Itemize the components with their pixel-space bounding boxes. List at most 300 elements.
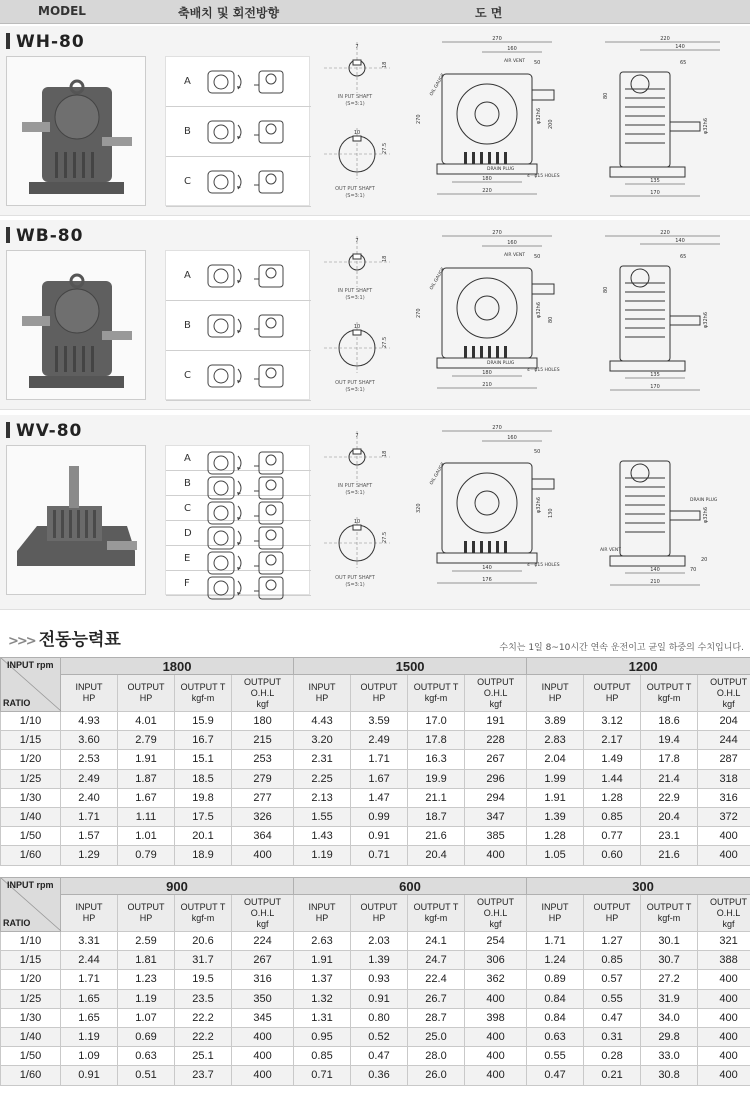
mounting-option [166,251,311,301]
svg-text:200: 200 [548,119,554,129]
svg-text:70: 70 [690,567,697,573]
column-header: OUTPUT HP [118,675,175,712]
value-cell: 1.31 [294,1008,351,1027]
value-cell: 1.28 [584,788,641,807]
svg-text:27.5: 27.5 [382,336,388,348]
svg-text:80: 80 [603,92,609,99]
value-cell: 18.5 [175,769,232,788]
value-cell: 23.1 [641,827,698,846]
value-cell: 23.5 [175,989,232,1008]
value-cell: 18.7 [408,807,465,826]
ratio-cell: 1/60 [1,846,61,865]
value-cell: 1.01 [118,827,175,846]
ratio-cell: 1/50 [1,1047,61,1066]
svg-text:AIR VENT: AIR VENT [600,548,621,553]
side-view-drawing-icon [595,228,735,398]
column-header: OUTPUT HP [584,675,641,712]
value-cell: 4.93 [61,712,118,731]
product-photo [6,250,146,400]
mounting-option-label: A [184,452,191,464]
value-cell: 1.11 [118,807,175,826]
svg-text:φ32h6: φ32h6 [703,117,709,134]
value-cell: 400 [465,1027,527,1046]
svg-text:50: 50 [534,60,541,66]
mounting-option [166,301,311,351]
value-cell: 400 [465,846,527,865]
drawing-header: 도 면 [475,6,503,20]
value-cell: 267 [465,750,527,769]
value-cell: 21.6 [641,846,698,865]
svg-text:270: 270 [416,114,422,124]
value-cell: 1.71 [61,807,118,826]
ratio-cell: 1/15 [1,731,61,750]
product-title: WB-80 [6,226,83,246]
value-cell: 17.5 [175,807,232,826]
svg-text:220: 220 [482,188,492,194]
mounting-panel [165,250,310,400]
svg-text:18: 18 [382,255,388,262]
value-cell: 1.71 [351,750,408,769]
value-cell: 180 [232,712,294,731]
ratio-cell: 1/25 [1,769,61,788]
value-cell: 279 [232,769,294,788]
value-cell: 16.3 [408,750,465,769]
svg-text:160: 160 [507,46,517,52]
rpm-header: 1200 [527,658,750,675]
value-cell: 30.1 [641,932,698,951]
column-header: INPUT HP [294,895,351,932]
value-cell: 0.57 [584,970,641,989]
value-cell: 306 [465,951,527,970]
value-cell: 30.8 [641,1066,698,1085]
value-cell: 204 [698,712,750,731]
svg-text:210: 210 [650,579,660,585]
value-cell: 0.91 [351,827,408,846]
value-cell: 16.7 [175,731,232,750]
value-cell: 19.5 [175,970,232,989]
value-cell: 1.91 [118,750,175,769]
column-header: OUTPUT T kgf-m [175,895,232,932]
mounting-option [166,107,311,157]
value-cell: 3.59 [351,712,408,731]
svg-text:80: 80 [548,316,554,323]
svg-text:OIL GAUGE: OIL GAUGE [429,461,447,486]
column-header: OUTPUT O.H.L kgf [232,675,294,712]
value-cell: 2.17 [584,731,641,750]
side-view [595,34,735,207]
value-cell: 400 [232,1066,294,1085]
table-row [1,827,750,846]
front-view [412,228,572,401]
value-cell: 1.19 [118,989,175,1008]
mounting-option-label: E [184,552,191,564]
mounting-diagram-icon [204,309,299,343]
value-cell: 1.49 [584,750,641,769]
value-cell: 34.0 [641,1008,698,1027]
front-view [412,423,572,596]
svg-text:OIL GAUGE: OIL GAUGE [429,72,447,97]
column-header: OUTPUT O.H.L kgf [698,895,750,932]
svg-text:10: 10 [353,324,361,330]
value-cell: 1.07 [118,1008,175,1027]
value-cell: 0.31 [584,1027,641,1046]
svg-text:φ32h6: φ32h6 [536,107,542,124]
value-cell: 1.09 [61,1047,118,1066]
input-shaft-caption: IN PUT SHAFT (S=3:1) [337,483,373,496]
ratio-cell: 1/50 [1,827,61,846]
value-cell: 1.05 [527,846,584,865]
value-cell: 1.24 [527,951,584,970]
value-cell: 0.47 [351,1047,408,1066]
column-header: INPUT HP [527,675,584,712]
value-cell: 31.9 [641,989,698,1008]
value-cell: 2.63 [294,932,351,951]
svg-text:180: 180 [482,370,492,376]
value-cell: 4.01 [118,712,175,731]
input-shaft-drawing-icon [322,40,392,95]
value-cell: 316 [232,970,294,989]
column-header: OUTPUT T kgf-m [408,675,465,712]
column-header: OUTPUT O.H.L kgf [698,675,750,712]
value-cell: 2.53 [61,750,118,769]
table-note: 수치는 1일 8~10시간 연속 운전이고 균일 하중의 수치입니다. [499,643,744,653]
ratio-cell: 1/40 [1,1027,61,1046]
value-cell: 27.2 [641,970,698,989]
value-cell: 372 [698,807,750,826]
column-header: OUTPUT T kgf-m [175,675,232,712]
value-cell: 20.4 [408,846,465,865]
value-cell: 2.49 [61,769,118,788]
svg-text:DRAIN PLUG: DRAIN PLUG [487,167,515,172]
input-shaft-caption: IN PUT SHAFT (S=3:1) [337,288,373,301]
mounting-diagram-icon [204,571,299,605]
value-cell: 0.71 [351,846,408,865]
mounting-option-label: B [184,477,191,489]
value-cell: 400 [698,846,750,865]
value-cell: 25.1 [175,1047,232,1066]
value-cell: 0.84 [527,989,584,1008]
mounting-option [166,157,311,207]
value-cell: 191 [465,712,527,731]
column-header: OUTPUT O.H.L kgf [232,895,294,932]
mounting-option-label: B [184,320,191,331]
value-cell: 0.91 [351,989,408,1008]
svg-text:7: 7 [355,44,359,50]
mounting-diagram-icon [204,65,299,99]
mounting-option-label: B [184,126,191,137]
value-cell: 20.4 [641,807,698,826]
svg-text:176: 176 [482,577,492,583]
value-cell: 400 [698,989,750,1008]
mounting-option [166,351,311,401]
value-cell: 21.1 [408,788,465,807]
value-cell: 362 [465,970,527,989]
svg-text:80: 80 [603,286,609,293]
value-cell: 1.19 [294,846,351,865]
capacity-table-low-rpm [0,877,750,1086]
svg-text:7: 7 [355,433,359,439]
value-cell: 22.2 [175,1008,232,1027]
value-cell: 2.44 [61,951,118,970]
product-photo [6,445,146,595]
value-cell: 0.84 [527,1008,584,1027]
column-header-row [1,895,750,932]
mounting-option [166,57,311,107]
side-view-drawing-icon [595,34,735,204]
column-header: OUTPUT O.H.L kgf [465,895,527,932]
ratio-cell: 1/10 [1,932,61,951]
value-cell: 29.8 [641,1027,698,1046]
value-cell: 2.25 [294,769,351,788]
value-cell: 0.52 [351,1027,408,1046]
value-cell: 1.71 [61,970,118,989]
value-cell: 2.31 [294,750,351,769]
output-shaft-drawing-icon [322,320,392,375]
ratio-cell: 1/20 [1,970,61,989]
table-row [1,951,750,970]
value-cell: 1.67 [118,788,175,807]
value-cell: 0.36 [351,1066,408,1085]
value-cell: 17.8 [408,731,465,750]
value-cell: 23.7 [175,1066,232,1085]
value-cell: 1.19 [61,1027,118,1046]
table-row [1,846,750,865]
mounting-option-label: A [184,76,191,87]
value-cell: 2.03 [351,932,408,951]
value-cell: 1.27 [584,932,641,951]
rpm-header-row [1,878,750,895]
gearbox-photo-icon [7,251,145,399]
rpm-header: 1800 [61,658,294,675]
value-cell: 3.20 [294,731,351,750]
column-header: INPUT HP [294,675,351,712]
value-cell: 0.95 [294,1027,351,1046]
value-cell: 347 [465,807,527,826]
value-cell: 2.49 [351,731,408,750]
value-cell: 364 [232,827,294,846]
value-cell: 31.7 [175,951,232,970]
svg-text:135: 135 [650,178,660,184]
value-cell: 0.77 [584,827,641,846]
value-cell: 1.43 [294,827,351,846]
value-cell: 388 [698,951,750,970]
value-cell: 1.23 [118,970,175,989]
svg-text:160: 160 [507,240,517,246]
corner-cell [1,658,61,712]
value-cell: 1.57 [61,827,118,846]
mounting-option-label: D [184,527,192,539]
input-shaft-caption: IN PUT SHAFT (S=3:1) [337,94,373,107]
value-cell: 244 [698,731,750,750]
table-row [1,769,750,788]
value-cell: 1.81 [118,951,175,970]
svg-text:10: 10 [353,519,361,525]
svg-text:320: 320 [416,503,422,513]
gearbox-photo-icon [7,446,145,594]
svg-text:AIR VENT: AIR VENT [504,59,525,64]
table-row [1,989,750,1008]
ratio-cell: 1/40 [1,807,61,826]
column-header-row [1,675,750,712]
value-cell: 0.79 [118,846,175,865]
value-cell: 0.69 [118,1027,175,1046]
output-shaft-caption: OUT PUT SHAFT (S=3:1) [335,575,375,588]
value-cell: 0.55 [584,989,641,1008]
front-view [412,34,572,207]
value-cell: 22.4 [408,970,465,989]
value-cell: 0.89 [527,970,584,989]
side-view [595,228,735,401]
value-cell: 1.39 [351,951,408,970]
value-cell: 0.91 [61,1066,118,1085]
svg-text:AIR VENT: AIR VENT [504,253,525,258]
svg-text:170: 170 [650,190,660,196]
value-cell: 18.9 [175,846,232,865]
value-cell: 228 [465,731,527,750]
table-row [1,932,750,951]
product-section-wv-80 [0,415,750,610]
ratio-cell: 1/30 [1,1008,61,1027]
value-cell: 224 [232,932,294,951]
mounting-option [166,571,311,596]
rpm-header: 1500 [294,658,527,675]
value-cell: 400 [232,1027,294,1046]
mounting-option-label: C [184,502,191,514]
column-header: OUTPUT HP [351,895,408,932]
column-header: OUTPUT HP [584,895,641,932]
value-cell: 318 [698,769,750,788]
value-cell: 400 [698,1047,750,1066]
table-row [1,1047,750,1066]
value-cell: 1.32 [294,989,351,1008]
svg-text:4－φ15 HOLES: 4－φ15 HOLES [527,174,560,179]
value-cell: 22.2 [175,1027,232,1046]
value-cell: 19.4 [641,731,698,750]
value-cell: 215 [232,731,294,750]
svg-text:140: 140 [675,44,685,50]
column-header: INPUT HP [61,675,118,712]
column-header: OUTPUT O.H.L kgf [465,675,527,712]
column-header: OUTPUT T kgf-m [408,895,465,932]
product-photo [6,56,146,206]
value-cell: 2.04 [527,750,584,769]
svg-text:180: 180 [482,176,492,182]
mounting-option-label: C [184,370,191,381]
table-row [1,807,750,826]
value-cell: 277 [232,788,294,807]
value-cell: 20.1 [175,827,232,846]
product-title: WV-80 [6,421,82,441]
svg-text:φ32h6: φ32h6 [536,496,542,513]
ratio-cell: 1/20 [1,750,61,769]
ratio-cell: 1/15 [1,951,61,970]
value-cell: 400 [698,827,750,846]
input-shaft-drawing-icon [322,429,392,484]
mounting-option-label: A [184,270,191,281]
svg-text:270: 270 [492,36,502,42]
value-cell: 30.7 [641,951,698,970]
value-cell: 22.9 [641,788,698,807]
value-cell: 2.59 [118,932,175,951]
svg-text:DRAIN PLUG: DRAIN PLUG [690,498,718,503]
value-cell: 385 [465,827,527,846]
corner-ratio-label: RATIO [3,698,31,708]
front-view-drawing-icon [412,34,572,204]
value-cell: 24.1 [408,932,465,951]
value-cell: 26.0 [408,1066,465,1085]
value-cell: 400 [698,1008,750,1027]
output-shaft-caption: OUT PUT SHAFT (S=3:1) [335,186,375,199]
svg-text:160: 160 [507,435,517,441]
value-cell: 1.91 [527,788,584,807]
mounting-diagram-icon [204,359,299,393]
output-shaft-caption: OUT PUT SHAFT (S=3:1) [335,380,375,393]
value-cell: 2.13 [294,788,351,807]
ratio-cell: 1/25 [1,989,61,1008]
product-title: WH-80 [6,32,85,52]
value-cell: 1.91 [294,951,351,970]
svg-text:DRAIN PLUG: DRAIN PLUG [487,361,515,366]
value-cell: 21.6 [408,827,465,846]
table-row [1,712,750,731]
side-view-drawing-icon [595,423,735,593]
value-cell: 25.0 [408,1027,465,1046]
value-cell: 400 [698,1066,750,1085]
svg-text:270: 270 [492,230,502,236]
svg-text:φ32h6: φ32h6 [703,311,709,328]
svg-text:50: 50 [534,449,541,455]
value-cell: 0.85 [584,807,641,826]
value-cell: 0.85 [584,951,641,970]
mounting-panel [165,56,310,206]
value-cell: 1.55 [294,807,351,826]
mounting-option-label: F [184,577,190,589]
table-row [1,970,750,989]
value-cell: 400 [465,1066,527,1085]
value-cell: 1.44 [584,769,641,788]
table-row [1,1027,750,1046]
value-cell: 0.51 [118,1066,175,1085]
svg-text:210: 210 [482,382,492,388]
value-cell: 19.8 [175,788,232,807]
value-cell: 0.63 [527,1027,584,1046]
value-cell: 254 [465,932,527,951]
svg-text:φ32h6: φ32h6 [536,301,542,318]
table-title: >>> 전동능력표 [8,630,121,650]
corner-ratio-label: RATIO [3,918,31,928]
value-cell: 0.85 [294,1047,351,1066]
value-cell: 287 [698,750,750,769]
value-cell: 17.0 [408,712,465,731]
value-cell: 1.65 [61,989,118,1008]
svg-text:27.5: 27.5 [382,142,388,154]
svg-text:OIL GAUGE: OIL GAUGE [429,266,447,291]
table-row [1,731,750,750]
value-cell: 398 [465,1008,527,1027]
svg-text:220: 220 [660,36,670,42]
value-cell: 1.67 [351,769,408,788]
value-cell: 0.28 [584,1047,641,1066]
value-cell: 20.6 [175,932,232,951]
column-header: OUTPUT HP [351,675,408,712]
column-header: OUTPUT T kgf-m [641,675,698,712]
value-cell: 19.9 [408,769,465,788]
value-cell: 1.28 [527,827,584,846]
svg-text:7: 7 [355,238,359,244]
value-cell: 3.12 [584,712,641,731]
svg-text:18: 18 [382,61,388,68]
svg-text:50: 50 [534,254,541,260]
